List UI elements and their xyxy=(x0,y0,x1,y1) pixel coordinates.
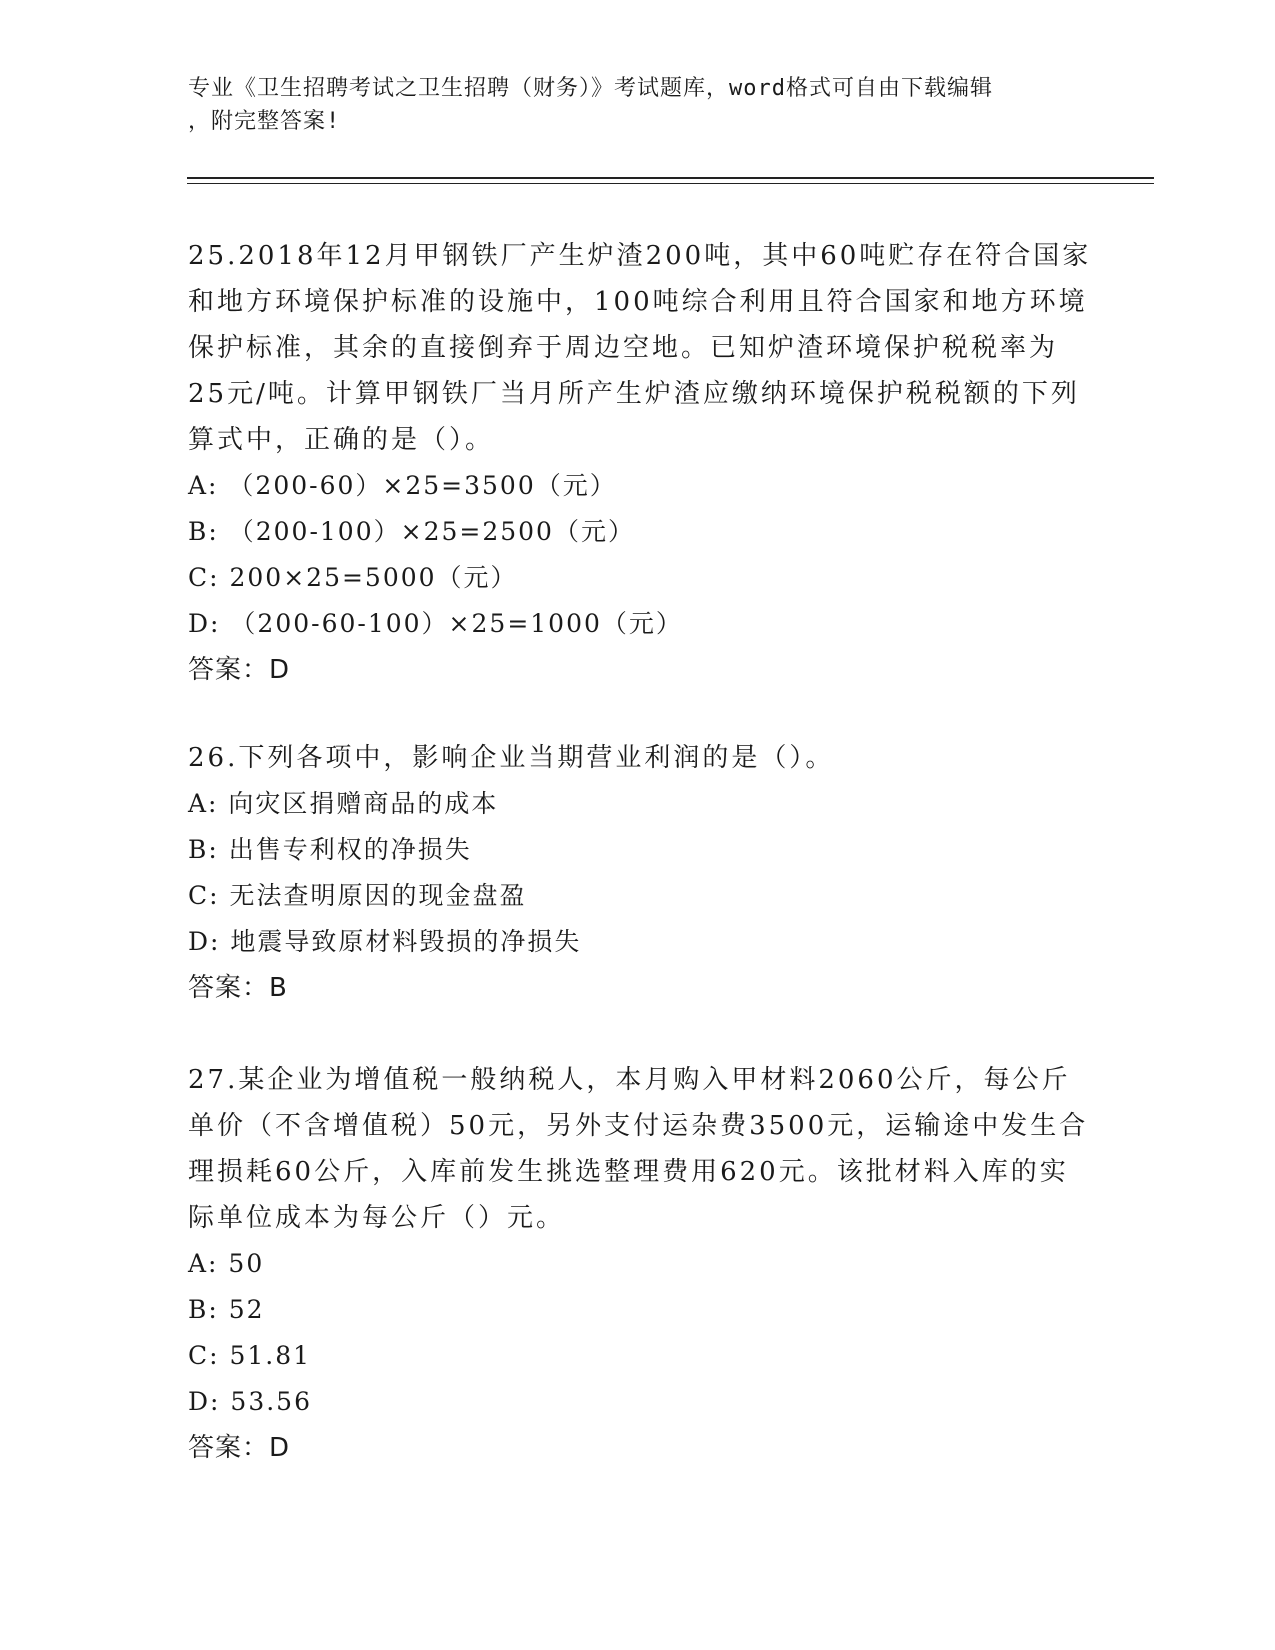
question-text-line: 27.某企业为增值税一般纳税人，本月购入甲材料2060公斤，每公斤 xyxy=(188,1065,1071,1095)
answer: 答案：B xyxy=(188,973,288,1003)
question-text-line: 单价（不含增值税）50元，另外支付运杂费3500元，运输途中发生合 xyxy=(188,1111,1089,1141)
question-text-line: 算式中，正确的是（）。 xyxy=(188,425,495,455)
option-c: C: 200×25=5000（元） xyxy=(188,563,518,592)
question-25 xyxy=(188,233,1092,693)
option-b: B: 出售专利权的净损失 xyxy=(188,835,472,864)
header-line: ，附完整答案! xyxy=(188,109,341,134)
question-text-line: 保护标准，其余的直接倒弃于周边空地。已知炉渣环境保护税税率为 xyxy=(188,333,1059,363)
option-a: A: 50 xyxy=(188,1249,265,1278)
option-d: D: （200-60-100）×25=1000（元） xyxy=(188,609,683,638)
answer: 答案：D xyxy=(188,1433,291,1463)
question-text-line: 26.下列各项中，影响企业当期营业利润的是（）。 xyxy=(188,743,835,773)
option-d: D: 地震导致原材料毁损的净损失 xyxy=(188,927,582,956)
option-d: D: 53.56 xyxy=(188,1387,312,1416)
question-text-line: 际单位成本为每公斤（）元。 xyxy=(188,1203,566,1233)
option-c: C: 51.81 xyxy=(188,1341,312,1370)
option-a: A: （200-60）×25=3500（元） xyxy=(188,471,617,500)
answer: 答案：D xyxy=(188,655,291,685)
document-header xyxy=(188,72,1068,138)
option-a: A: 向灾区捐赠商品的成本 xyxy=(188,789,499,818)
question-27 xyxy=(188,1057,1088,1471)
header-divider-thin xyxy=(187,183,1154,184)
question-text-line: 25元/吨。计算甲钢铁厂当月所产生炉渣应缴纳环境保护税税额的下列 xyxy=(188,379,1080,409)
question-26 xyxy=(188,735,1088,1011)
header-divider-thick xyxy=(187,177,1154,179)
option-b: B: 52 xyxy=(188,1295,265,1324)
header-line: 专业《卫生招聘考试之卫生招聘（财务）》考试题库，word格式可自由下载编辑 xyxy=(188,76,993,101)
question-text-line: 和地方环境保护标准的设施中，100吨综合利用且符合国家和地方环境 xyxy=(188,287,1088,317)
question-text-line: 理损耗60公斤，入库前发生挑选整理费用620元。该批材料入库的实 xyxy=(188,1157,1069,1187)
question-text-line: 25.2018年12月甲钢铁厂产生炉渣200吨，其中60吨贮存在符合国家 xyxy=(188,241,1092,271)
option-c: C: 无法查明原因的现金盘盈 xyxy=(188,881,527,910)
option-b: B: （200-100）×25=2500（元） xyxy=(188,517,635,546)
